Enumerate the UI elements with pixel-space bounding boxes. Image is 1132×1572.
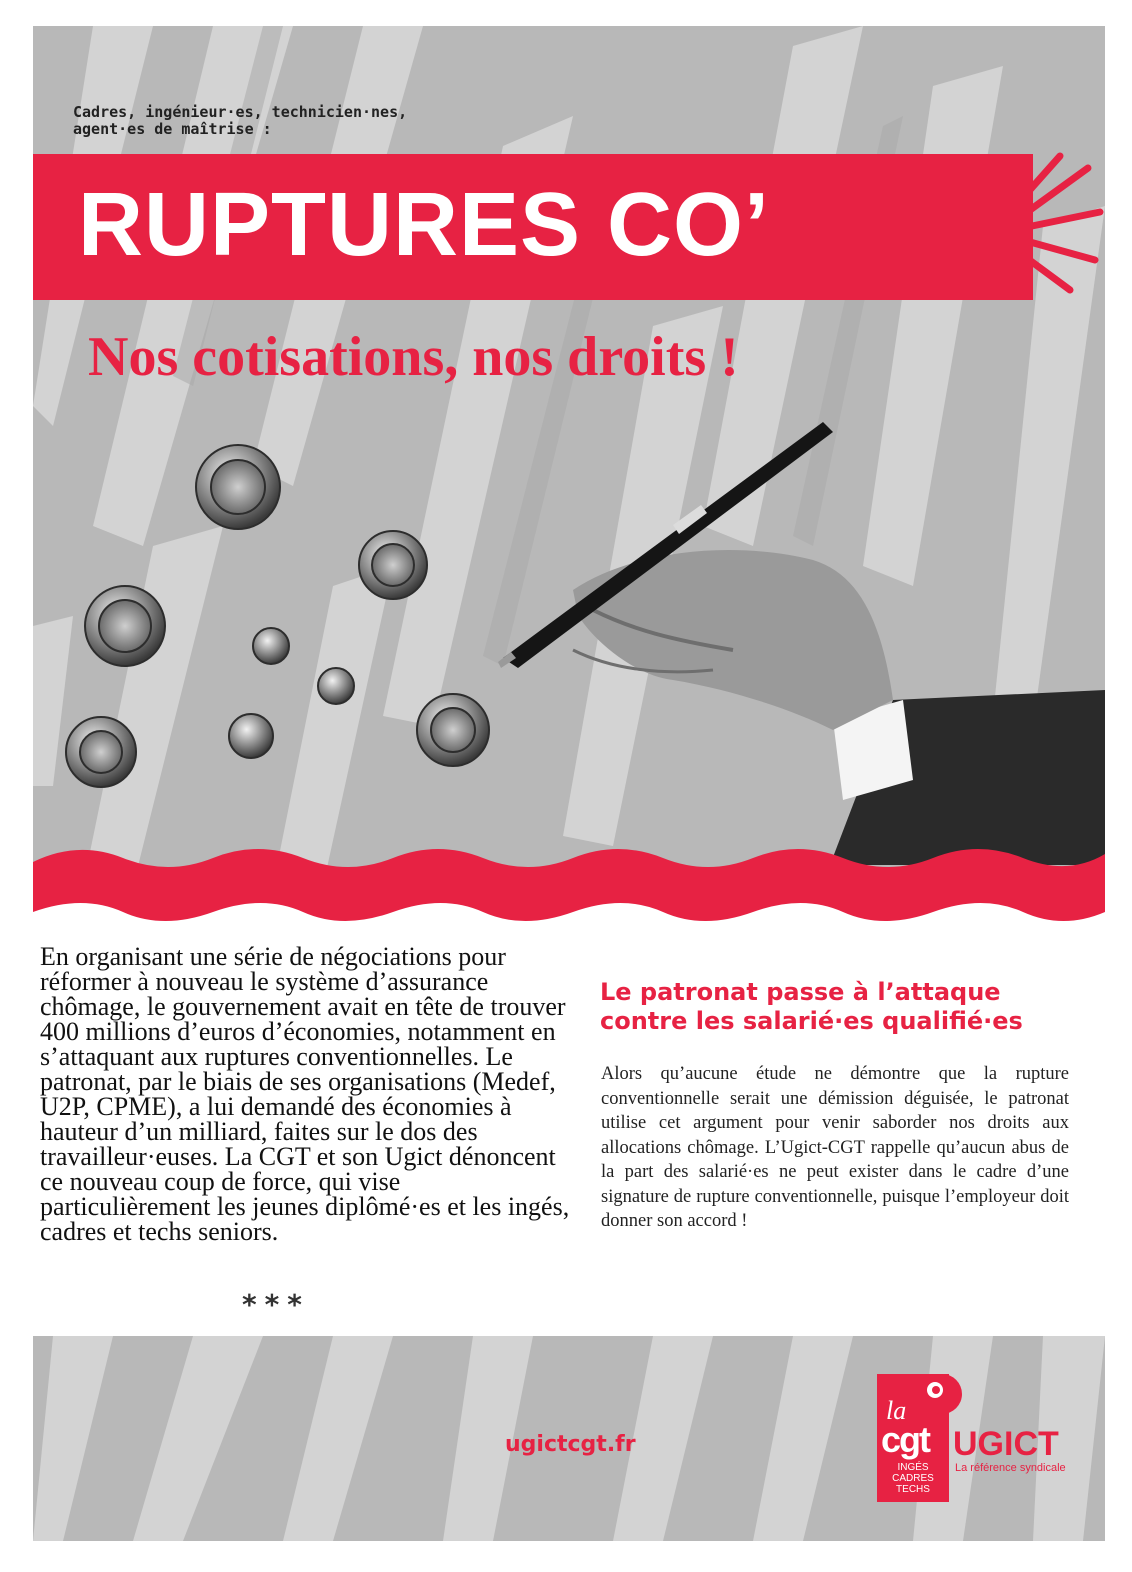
burst-lines-icon <box>1010 150 1105 300</box>
euro-coins <box>66 445 489 787</box>
logo-cgt-text: cgt <box>881 1419 929 1460</box>
hand-with-pen <box>498 422 1105 865</box>
section-separator: *** <box>242 1288 310 1321</box>
intro-paragraph: En organisant une série de négociations pour réformer à nouveau le système d’assurance chômage, le gouvernement avait en tête de trouver 400 millions d’euros d’économies, notamment en s’attaquant aux ruptures conventionnelles. Le patronat, par le biais de ses organisations (Medef, U2P, CPME), a lui demandé des économies à hauteur d’un milliard, faites sur le dos des travailleur·euses. La CGT et son Ugict dénoncent ce nouveau coup de force, qui vise particulièrement les jeunes diplômé·es et les ingés, cadres et techs seniors. <box>40 942 570 1246</box>
kicker-line-1: Cadres, ingénieur·es, technicien·nes, <box>73 103 408 121</box>
audience-kicker <box>73 104 593 138</box>
red-wave-divider <box>33 840 1105 926</box>
logo-sub-line-1: INGÉS <box>897 1462 929 1473</box>
kicker-line-2: agent·es de maîtrise : <box>73 120 272 138</box>
coins-and-pen-illustration <box>33 400 1105 880</box>
page-subtitle: Nos cotisations, nos droits ! <box>88 326 739 388</box>
logo-sub-line-2: CADRES <box>892 1473 934 1484</box>
section-heading <box>600 978 1080 1036</box>
section-paragraph: Alors qu’aucune étude ne démontre que la rupture conventionnelle serait une démission déguisée, le patronat utilise cet argument pour venir saborder nos droits aux allocations chômage. L’Ugict-CGT rappelle qu’aucun abus de la part des salarié·es ne peut exister dans le cadre d’une signature de rupture conventionnelle, puisque l’employeur doit donner son accord ! <box>601 1064 1069 1231</box>
logo-subtitle <box>877 1462 949 1495</box>
rose-icon <box>917 1372 967 1418</box>
section-heading-line-1: Le patronat passe à l’attaque <box>600 978 1001 1006</box>
logo-tagline: La référence syndicale <box>955 1462 1066 1474</box>
page-title: RUPTURES CO’ <box>78 175 771 275</box>
logo-ugict-text: UGICT <box>953 1425 1059 1463</box>
website-link[interactable]: ugictcgt.fr <box>505 1432 636 1457</box>
logo-la-text: la <box>886 1396 907 1425</box>
logo-sub-line-3: TECHS <box>896 1484 930 1495</box>
section-heading-line-2: contre les salarié·es qualifié·es <box>600 1007 1023 1035</box>
